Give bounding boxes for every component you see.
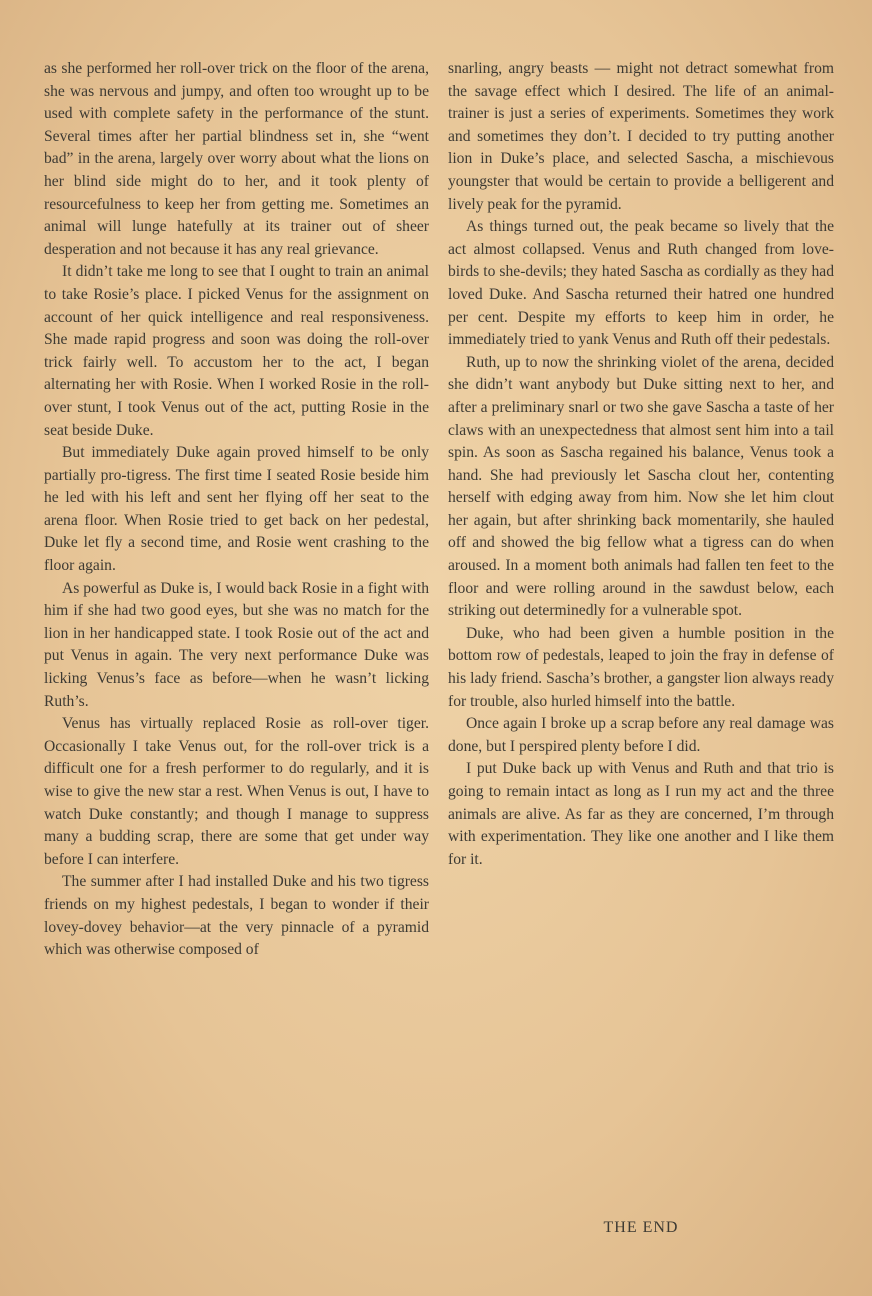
paragraph: But immediately Duke again proved himself to be only partially pro-tigress. The first time I seated Rosie beside him he led with his left and sent her flying off her seat to the arena floor. When Rosie tried to get back on her pedestal, Duke let fly a second time, and Rosie went crashing to the floor again.: [44, 444, 429, 575]
paragraph: as she performed her roll-over trick on the floor of the arena, she was nervous and jumpy, and often too wrought up to be used with complete safety in the performance of the stunt. Several times after her partial blindness set in, she “went bad” in the arena, largely over worry about what the lions on her blind side might do to her, and it took plenty of resourcefulness to keep her from getting me. Sometimes an animal will lunge hatefully at its trainer out of sheer desperation and not because it has any real grievance.: [44, 60, 429, 258]
paragraph: snarling, angry beasts — might not detract somewhat from the savage effect which I desired. The life of an animal-trainer is just a series of experiments. Sometimes they work and sometimes they don’t. I decided to try putting another lion in Duke’s place, and selected Sascha, a mischievous youngster that would be certain to provide a belligerent and lively peak for the pyramid.: [448, 60, 834, 213]
paragraph: As powerful as Duke is, I would back Rosie in a fight with him if she had two good eyes, but she was no match for the lion in her handicapped state. I took Rosie out of the act and put Venus in again. The very next performance Duke was licking Venus’s face as before—when he wasn’t licking Ruth’s.: [44, 579, 429, 710]
paragraph: As things turned out, the peak became so lively that the act almost collapsed. Venus and Ruth changed from love-birds to she-devils; they hated Sascha as cordially as they had loved Duke. And Sascha returned their hatred one hundred per cent. Despite my efforts to keep him in order, he immediately tried to yank Venus and Ruth off their pedestals.: [448, 218, 834, 349]
paragraph: I put Duke back up with Venus and Ruth and that trio is going to remain intact as long as I run my act and the three animals are alive. As far as they are concerned, I’m through with experimentation. They like one another and I like them for it.: [448, 760, 834, 868]
right-text-column: [448, 58, 834, 871]
the-end-label: THE END: [603, 1219, 679, 1236]
paragraph: Once again I broke up a scrap before any real damage was done, but I perspired plenty before I did.: [448, 715, 834, 755]
paragraph: The summer after I had installed Duke and his two tigress friends on my highest pedestals, I began to wonder if their lovey-dovey behavior—at the very pinnacle of a pyramid which was otherwise composed of: [44, 873, 429, 959]
paragraph: Venus has virtually replaced Rosie as roll-over tiger. Occasionally I take Venus out, for the roll-over trick is a difficult one for a fresh performer to do regularly, and it is wise to give the new star a rest. When Venus is out, I have to watch Duke constantly; and though I manage to suppress many a budding scrap, there are some that get under way before I can interfere.: [44, 715, 429, 868]
paragraph: Duke, who had been given a humble position in the bottom row of pedestals, leaped to join the fray in defense of his lady friend. Sascha’s brother, a gangster lion always ready for trouble, also hurled himself into the battle.: [448, 624, 834, 710]
paragraph: Ruth, up to now the shrinking violet of the arena, decided she didn’t want anybody but Duke sitting next to her, and after a preliminary snarl or two she gave Sascha a taste of her claws with an unexpectedness that almost sent him into a tail spin. As soon as Sascha regained his balance, Venus took a hand. She had previously let Sascha clout her, contenting herself with edging away from him. Now she let him clout her again, but after shrinking back momentarily, she hauled off and showed the big fellow what a tigress can do when aroused. In a moment both animals had fallen ten feet to the floor and were rolling around in the sawdust below, each striking out determinedly for a vulnerable spot.: [448, 353, 834, 620]
left-text-column: [44, 58, 429, 962]
paragraph: It didn’t take me long to see that I ought to train an animal to take Rosie’s place. I picked Venus for the assignment on account of her quick intelligence and real responsiveness. She made rapid progress and soon was doing the roll-over trick fairly well. To accustom her to the act, I began alternating her with Rosie. When I worked Rosie in the roll-over stunt, I took Venus out of the act, putting Rosie in the seat beside Duke.: [44, 263, 429, 439]
